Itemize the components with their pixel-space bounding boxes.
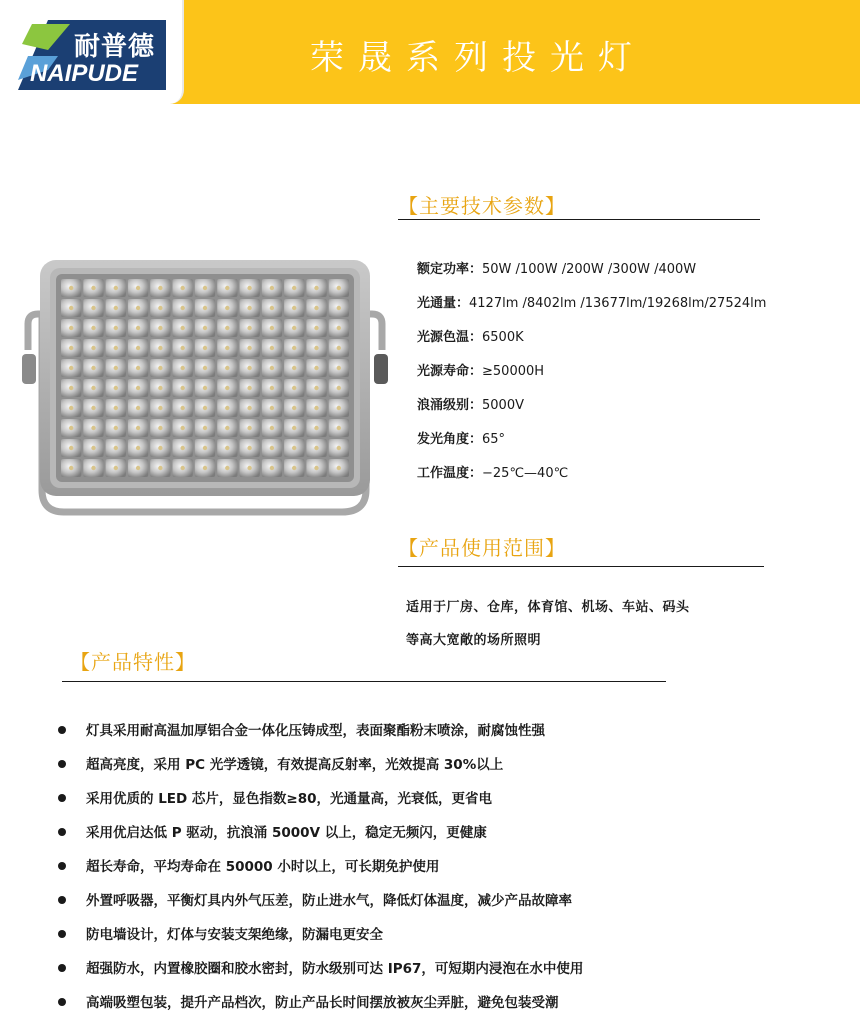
led-chip [181,366,185,370]
feature-item [58,923,383,943]
led-chip [69,446,73,450]
spec-row-beam-angle [417,428,505,447]
feature-item [58,991,559,1011]
led-chip [69,306,73,310]
led-chip [225,326,229,330]
led-chip [247,326,251,330]
led-chip [181,386,185,390]
led-chip [114,286,118,290]
led-chip [292,386,296,390]
led-chip [270,366,274,370]
scope-heading: 【产品使用范围】 [398,536,566,560]
led-chip [337,446,341,450]
spec-label: 光通量： [417,296,470,311]
bullet-icon [58,828,66,836]
led-chip [203,326,207,330]
led-chip [69,326,73,330]
led-chip [292,326,296,330]
feature-text: 超强防水，内置橡胶圈和胶水密封，防水级别可达 IP67，可短期内浸泡在水中使用 [86,961,584,977]
led-chip [314,386,318,390]
led-chip [314,306,318,310]
led-chip [314,426,318,430]
led-chip [69,346,73,350]
led-chip [270,286,274,290]
led-chip [91,286,95,290]
led-chip [292,466,296,470]
led-chip [91,346,95,350]
led-chip [247,426,251,430]
led-chip [203,306,207,310]
feature-text: 高端吸塑包装，提升产品档次，防止产品长时间摆放被灰尘弄脏，避免包装受潮 [86,995,559,1011]
led-chip [158,366,162,370]
led-chip [225,306,229,310]
feature-text: 超长寿命，平均寿命在 50000 小时以上，可长期免护使用 [86,859,440,875]
spec-value: 6500K [482,330,524,345]
led-chip [270,326,274,330]
led-chip [181,406,185,410]
led-chip [337,406,341,410]
spec-label: 发光角度： [417,432,483,447]
bullet-icon [58,998,66,1006]
led-chip [225,466,229,470]
led-chip [270,446,274,450]
feature-item [58,787,492,807]
led-chip [69,386,73,390]
led-chip [158,446,162,450]
spec-row-temperature [417,462,568,481]
led-chip [91,326,95,330]
led-chip [314,446,318,450]
led-chip [314,406,318,410]
led-chip [292,426,296,430]
features-heading: 【产品特性】 [70,650,196,674]
led-chip [292,446,296,450]
led-chip [158,306,162,310]
led-chip [270,346,274,350]
feature-item [58,753,503,773]
led-chip [181,446,185,450]
led-chip [114,406,118,410]
led-chip [91,426,95,430]
bullet-icon [58,964,66,972]
led-chip [114,306,118,310]
led-chip [114,326,118,330]
led-chip [136,366,140,370]
led-chip [136,286,140,290]
led-chip [158,286,162,290]
led-chip [91,386,95,390]
bullet-icon [58,930,66,938]
feature-text: 外置呼吸器，平衡灯具内外气压差，防止进水气，降低灯体温度，减少产品故障率 [86,893,572,909]
spec-label: 工作温度： [417,466,483,481]
led-chip [247,366,251,370]
led-chip [158,386,162,390]
led-chip [337,386,341,390]
feature-text: 采用优质的 LED 芯片，显色指数≥80，光通量高，光衰低，更省电 [86,791,493,807]
led-chip [225,426,229,430]
led-chip [181,466,185,470]
led-chip [337,366,341,370]
led-chip [181,346,185,350]
feature-item [58,855,439,875]
led-chip [225,346,229,350]
led-chip [114,386,118,390]
led-chip [270,466,274,470]
feature-item [58,719,545,739]
led-chip [158,466,162,470]
led-chip [314,366,318,370]
page-title: 荣晟系列投光灯 [310,38,646,78]
led-chip [225,286,229,290]
led-chip [247,306,251,310]
led-chip [158,326,162,330]
bullet-icon [58,760,66,768]
led-chip [292,346,296,350]
led-chip [314,466,318,470]
bullet-icon [58,794,66,802]
led-chip [136,306,140,310]
bullet-icon [58,862,66,870]
led-chip [337,306,341,310]
bracket-knob-left-icon [22,354,36,384]
feature-item [58,889,572,909]
led-chip [114,446,118,450]
led-chip [69,466,73,470]
led-chip [91,446,95,450]
led-chip [292,406,296,410]
led-chip [270,306,274,310]
led-chip [225,406,229,410]
led-chip [114,366,118,370]
led-chip [247,286,251,290]
led-chip [114,466,118,470]
led-chip [225,386,229,390]
led-chip [203,426,207,430]
brand-name-en: NAIPUDE [30,60,139,87]
led-chip [114,346,118,350]
specs-heading: 【主要技术参数】 [398,194,566,218]
led-chip [292,286,296,290]
led-chip [136,466,140,470]
scope-line: 等高大宽敞的场所照明 [406,633,542,648]
led-chip [247,406,251,410]
led-chip [270,386,274,390]
led-chip [181,326,185,330]
feature-item [58,957,583,977]
feature-text: 灯具采用耐高温加厚铝合金一体化压铸成型，表面聚酯粉末喷涂，耐腐蚀性强 [86,723,545,739]
led-chip [136,386,140,390]
features-divider [62,681,666,682]
led-chip [136,426,140,430]
spec-value: 5000V [482,398,524,413]
spec-label: 光源色温： [417,330,483,345]
led-chip [114,426,118,430]
feature-text: 超高亮度，采用 PC 光学透镜，有效提高反射率，光效提高 30%以上 [86,757,504,773]
spec-value: −25℃—40℃ [482,466,569,481]
led-chip [136,406,140,410]
spec-value: 4127lm /8402lm /13677lm/19268lm/27524lm [469,296,767,311]
spec-label: 额定功率： [417,262,483,277]
spec-row-surge [417,394,524,413]
led-chip [158,346,162,350]
spec-row-cct [417,326,524,345]
led-chip [91,466,95,470]
spec-row-flux [417,292,766,311]
feature-text: 防电墙设计，灯体与安装支架绝缘，防漏电更安全 [86,927,383,943]
spec-value: ≥50000H [482,364,545,379]
led-chip [203,366,207,370]
logo[interactable] [0,0,184,104]
led-chip [292,306,296,310]
feature-item [58,821,487,841]
led-chip [181,426,185,430]
led-chip [203,346,207,350]
led-chip [158,426,162,430]
led-chip [225,366,229,370]
led-chip [337,286,341,290]
bullet-icon [58,726,66,734]
led-chip [292,366,296,370]
led-chip [247,446,251,450]
led-chip [314,286,318,290]
led-chip [69,426,73,430]
led-chip [203,386,207,390]
bullet-icon [58,896,66,904]
scope-line: 适用于厂房、仓库，体育馆、机场、车站、码头 [406,600,690,615]
spec-value: 65° [482,432,506,447]
led-chip [337,326,341,330]
led-chip [337,426,341,430]
led-chip [181,286,185,290]
led-chip [247,386,251,390]
led-chip [314,346,318,350]
led-chip [203,286,207,290]
led-chip [203,446,207,450]
led-chip [337,466,341,470]
spec-label: 浪涌级别： [417,398,483,413]
led-chip [69,366,73,370]
led-chip [225,446,229,450]
spec-row-power [417,258,696,277]
spec-value: 50W /100W /200W /300W /400W [482,262,697,277]
led-chip [270,426,274,430]
led-chip [136,346,140,350]
led-chip [69,406,73,410]
led-chip [91,306,95,310]
specs-divider [398,219,760,220]
spec-label: 光源寿命： [417,364,483,379]
led-chip [203,466,207,470]
floodlight-icon [22,254,388,516]
led-chip [247,346,251,350]
led-chip [181,306,185,310]
led-chip [91,406,95,410]
led-chip [69,286,73,290]
brand-name-cn: 耐普德 [74,32,156,62]
led-chip [270,406,274,410]
led-chip [247,466,251,470]
led-chip [337,346,341,350]
led-chip [158,406,162,410]
led-chip [203,406,207,410]
bracket-knob-right-icon [374,354,388,384]
led-chip [136,326,140,330]
spec-row-lifetime [417,360,544,379]
scope-divider [398,566,764,567]
feature-text: 采用优启达低 P 驱动，抗浪涌 5000V 以上，稳定无频闪，更健康 [86,825,487,841]
led-chip [314,326,318,330]
led-chip [136,446,140,450]
led-chip [91,366,95,370]
